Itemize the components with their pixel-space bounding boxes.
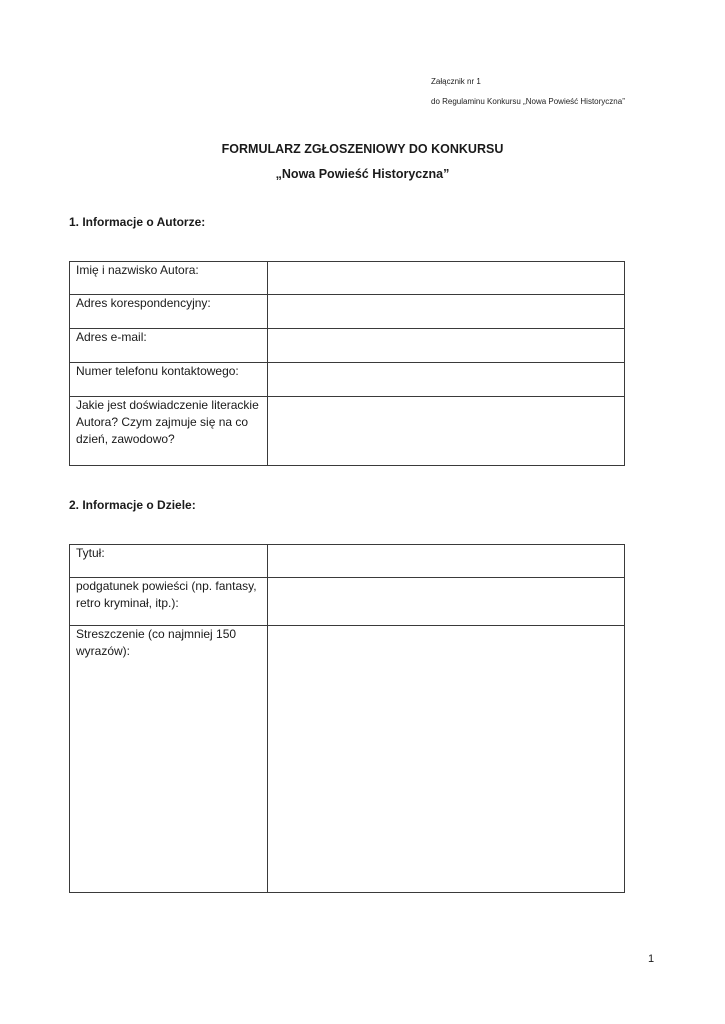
field-label-author-name: Imię i nazwisko Autora: [70, 262, 268, 295]
page-number: 1 [648, 953, 655, 965]
subgenre-field[interactable] [268, 578, 625, 626]
field-label-title: Tytuł: [70, 545, 268, 578]
attachment-note-line2: do Regulaminu Konkursu „Nowa Powieść Historyczna” [431, 97, 625, 106]
section-heading-work: 2. Informacje o Dziele: [69, 498, 196, 512]
author-name-field[interactable] [268, 262, 625, 295]
table-row [70, 626, 625, 893]
table-row [70, 545, 625, 578]
field-label-summary: Streszczenie (co najmniej 150 wyrazów): [70, 626, 268, 893]
field-label-email: Adres e-mail: [70, 329, 268, 363]
form-title: FORMULARZ ZGŁOSZENIOWY DO KONKURSU [221, 142, 504, 156]
field-label-subgenre: podgatunek powieści (np. fantasy, retro kryminał, itp.): [70, 578, 268, 626]
table-row [70, 363, 625, 397]
field-label-phone: Numer telefonu kontaktowego: [70, 363, 268, 397]
field-label-experience: Jakie jest doświadczenie literackie Autora? Czym zajmuje się na co dzień, zawodowo? [70, 397, 268, 466]
email-field[interactable] [268, 329, 625, 363]
table-row [70, 578, 625, 626]
address-field[interactable] [268, 295, 625, 329]
field-label-address: Adres korespondencyjny: [70, 295, 268, 329]
table-row [70, 262, 625, 295]
experience-field[interactable] [268, 397, 625, 466]
contest-name: „Nowa Powieść Historyczna” [275, 167, 450, 181]
summary-field[interactable] [268, 626, 625, 893]
section-heading-author: 1. Informacje o Autorze: [69, 215, 206, 229]
work-info-table [69, 544, 625, 893]
table-row [70, 397, 625, 466]
table-row [70, 295, 625, 329]
title-field[interactable] [268, 545, 625, 578]
attachment-note-line1: Załącznik nr 1 [431, 77, 481, 86]
phone-field[interactable] [268, 363, 625, 397]
table-row [70, 329, 625, 363]
author-info-table [69, 261, 625, 466]
